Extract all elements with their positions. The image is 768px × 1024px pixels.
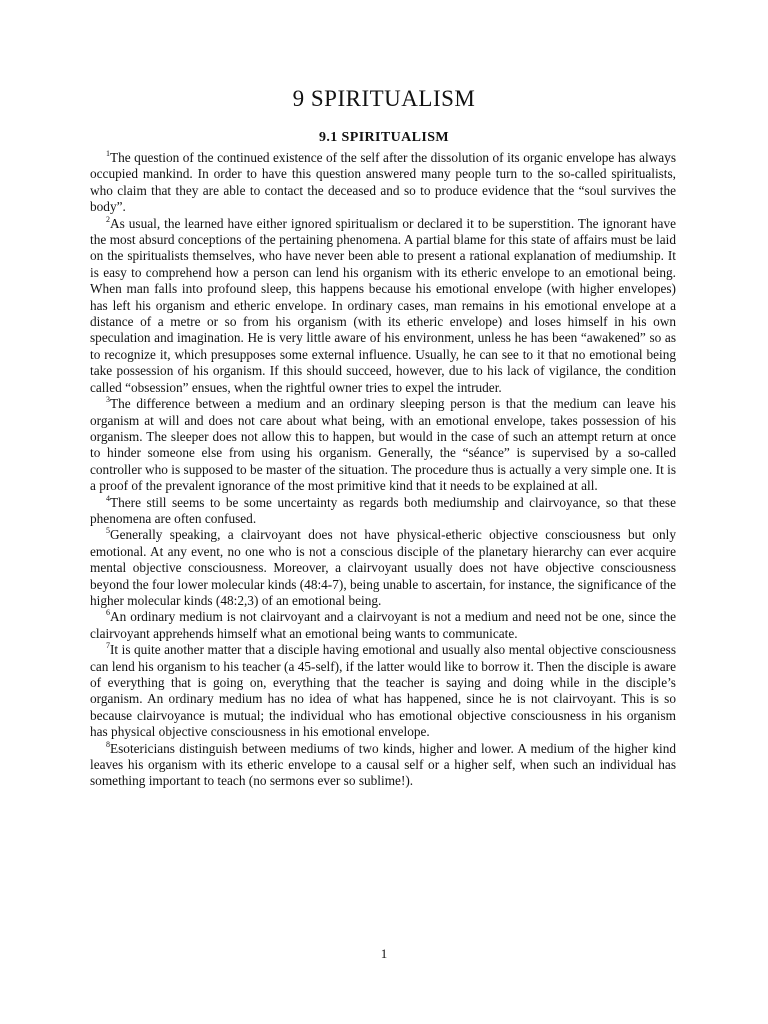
chapter-title: 9 SPIRITUALISM xyxy=(292,86,476,111)
paragraph-text: An ordinary medium is not clairvoyant and a clairvoyant is not a medium and need not be one, since the clairvoyant apprehends himself what an emotional being wants to communicate. xyxy=(90,609,676,641)
paragraph xyxy=(90,527,676,609)
paragraph xyxy=(90,642,676,740)
page-number: 1 xyxy=(380,946,388,961)
paragraph-number: 5 xyxy=(106,526,110,536)
paragraph-text: It is quite another matter that a disciple having emotional and usually also mental objective consciousness can lend his organism to his teacher (a 45-self), if the latter would like to borrow it. Then the disciple is aware of everything that is going on, everything that the teacher is saying and doing while in the disciple’s organism. An ordinary medium has no idea of what has happened, since he is not clairvoyant. This is so because clairvoyance is mutual; the individual who has emotional objective consciousness in his organism has physical objective consciousness in his emotional envelope. xyxy=(90,642,676,740)
paragraph-number: 8 xyxy=(106,739,110,749)
paragraph-number: 1 xyxy=(106,149,110,158)
paragraph-text: Esotericians distinguish between mediums of two kinds, higher and lower. A medium of the higher kind leaves his organism with its etheric envelope to a causal self or a higher self, when such an individual has something important to teach (no sermons ever so sublime!). xyxy=(90,740,676,789)
paragraph xyxy=(90,216,676,396)
paragraph-text: The question of the continued existence of the self after the dissolution of its organic envelope has always occupied mankind. In order to have this question answered many people turn to the so-called spiritualists, who claim that they are able to contact the deceased and so to produce evidence that the “soul survives the body”. xyxy=(90,150,676,215)
paragraph-number: 3 xyxy=(106,395,110,405)
paragraph-text: As usual, the learned have either ignored spiritualism or declared it to be superstition. The ignorant have the most absurd conceptions of the pertaining phenomena. A partial blame for this state of affairs must be laid on the spiritualists themselves, who have never been able to present a rational explanation of mediumship. It is easy to comprehend how a person can lend his organism with its etheric envelope to an emotional being. When man falls into profound sleep, this happens because his emotional envelope (with higher envelopes) has left his organism and etheric envelope. In ordinary cases, man remains in his emotional envelope at a distance of a metre or so from his organism (with its etheric envelope) and loses himself in his own speculation and imagination. He is very little aware of his environment, unless he has been “awakened” so as to recognize it, which presupposes some external influence. Usually, he can see to it that no emotional being take possession of his organism. If this should succeed, however, due to his lack of vigilance, the condition called “obsession” ensues, when the rightful owner tries to expel the intruder. xyxy=(90,215,676,395)
paragraph-text: The difference between a medium and an ordinary sleeping person is that the medium can leave his organism at will and does not care about what being, with an emotional envelope, takes possession of his organism. The sleeper does not allow this to happen, but would in the case of such an attempt return at once to hinder someone else from using his organism. Generally, the “séance” is supervised by a so-called controller who is supposed to be master of the situation. The procedure thus is actually a very simple one. It is a proof of the prevalent ignorance of the most primitive kind that it needs to be explained at all. xyxy=(90,396,676,494)
paragraph xyxy=(90,741,676,790)
body-text xyxy=(90,150,676,790)
paragraph-text: Generally speaking, a clairvoyant does not have physical-etheric objective consciousness but only emotional. At any event, no one who is not a conscious disciple of the planetary hierarchy can ever acquire mental objective consciousness. Moreover, a clairvoyant usually does not have objective consciousness beyond the four lower molecular kinds (48:4-7), being unable to ascertain, for instance, the significance of the higher molecular kinds (48:2,3) of an emotional being. xyxy=(90,527,676,608)
paragraph-text: There still seems to be some uncertainty as regards both mediumship and clairvoyance, so that these phenomena are often confused. xyxy=(90,494,676,526)
paragraph xyxy=(90,396,676,494)
paragraph xyxy=(90,609,676,642)
paragraph-number: 4 xyxy=(106,493,110,503)
paragraph xyxy=(90,495,676,528)
paragraph xyxy=(90,150,676,216)
paragraph-number: 2 xyxy=(106,214,110,224)
paragraph-number: 7 xyxy=(106,641,110,651)
paragraph-number: 6 xyxy=(106,608,110,618)
section-heading: 9.1 SPIRITUALISM xyxy=(318,130,450,145)
